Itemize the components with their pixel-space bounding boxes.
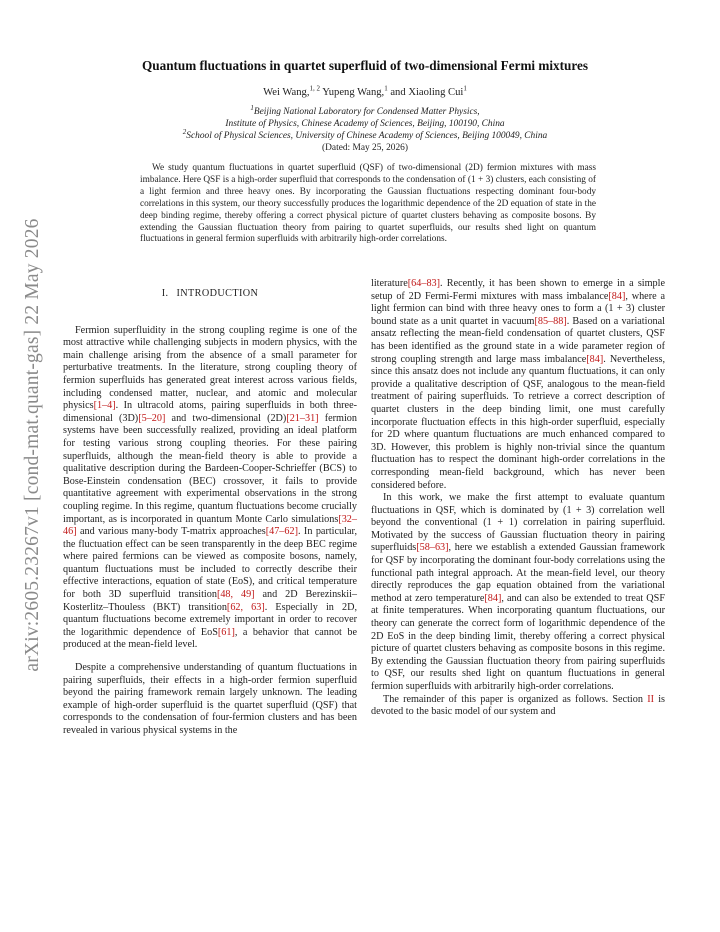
section-heading [63, 288, 357, 301]
arxiv-sidebar [12, 210, 54, 680]
author-affil-mark: 1, 2 [309, 84, 321, 93]
affiliation-1-line-2: Institute of Physics, Chinese Academy of Sciences, Beijing, 100190, China [225, 119, 505, 129]
right-column [371, 278, 665, 719]
citation-link[interactable]: [85–88] [534, 315, 567, 327]
paragraph: In this work, we make the first attempt to evaluate quantum fluctuations in QSF, which is dominated by (1 + 3) correlation well beyond the conventional (1 + 1) correlation in pairing superfluid. Motivated by the success of Gaussian fluctuation theory in pairing superfluids[58–63], here we establish a extended Gaussian framework for QSF by incorporating the dominant four-body correlations using the functional path integral approach. At the mean-field level, our theory directly reproduces the gap equation obtained from the variational method at zero temperature[84], and can also be extended to treat QSF at finite temperatures. When incorporating quantum fluctuations, our theory can generate the correct form of logarithmic dependence of the 2D EoS in the deep binding limit, thereby offering a correct physical picture of quartet clusters behaving as composite bosons in this regime. By extending the Gaussian fluctuation theory from pairing superfluids to QSF, our results shed light on quantum fluctuations in general fermion superfluids with arbitrarily high-order correlations. [371, 492, 665, 692]
section-title: INTRODUCTION [176, 288, 259, 299]
author-name: Wei Wang, [263, 87, 310, 98]
citation-link[interactable]: [64–83] [407, 278, 441, 289]
citation-link[interactable]: [84] [484, 592, 502, 604]
affiliations [60, 103, 670, 154]
citation-link[interactable]: [48, 49] [216, 589, 255, 601]
paragraph: Fermion superfluidity in the strong coupling regime is one of the most attractive while challenging subjects in modern physics, with the main challenge arising from the absence of a small parameter for perturbative treatments. In the literature, strong coupling theory of fermion superfluids has generated great interest across various fields, including condensed matter, nuclear, and atomic and molecular physics[1–4]. In ultracold atoms, pairing superfluids in both three-dimensional (3D)[5–20] and two-dimensional (2D)[21–31] fermion systems have been successfully realized, providing an ideal platform for testing various strong coupling theories. For these pairing superfluids, although the mean-field theory is able to provide a qualitative description during the Bardeen-Cooper-Schrieffer (BCS) to Bose-Einstein condensation (BEC) crossover, it fails to provide quantitative agreement with experimental observations in the strong coupling regime. In this regime, quantum fluctuations become crucially important, as is incorporated in quantum Monte Carlo simulations[32–46] and various many-body T-matrix approaches[47–62]. In particular, the fluctuation effect can be seen transparently in the deep BEC regime where paired fermions can be viewed as composite bosons, namely, quantum fluctuations must be included to correctly describe their effective interactions, equation of state (EoS), and critical temperature for both 3D superfluid transition[48, 49] and 2D Berezinskii–Kosterlitz–Thouless (BKT) transition[62, 63]. Especially in 2D, quantum fluctuations become extremely important in order to recover the logarithmic dependence of EoS[61], a behavior that cannot be produced at the mean-field level. [63, 324, 358, 651]
citation-link[interactable]: [61] [217, 626, 235, 638]
citation-link[interactable]: [58–63] [416, 542, 449, 554]
affil-mark: 1 [250, 103, 254, 112]
citation-link[interactable]: [84] [586, 353, 604, 365]
author-name: Yupeng Wang, [322, 87, 385, 98]
author-conjunction: and [390, 87, 406, 98]
section-number: I. [161, 288, 169, 299]
left-column [63, 278, 357, 738]
citation-link[interactable]: [84] [608, 290, 626, 302]
section-link[interactable]: II [647, 693, 654, 705]
author-affil-mark: 1 [384, 84, 388, 93]
citation-link[interactable]: [47–62] [265, 526, 298, 538]
citation-link[interactable]: [32–46] [63, 513, 357, 538]
dated-line: (Dated: May 25, 2026) [322, 143, 408, 153]
author-affil-mark: 1 [463, 84, 467, 93]
arxiv-identifier: arXiv:2605.23267v1 [cond-mat.quant-gas] 22 May 2026 [22, 218, 43, 672]
citation-link[interactable]: [62, 63] [226, 601, 265, 613]
paragraph: The remainder of this paper is organized as follows. Section II is devoted to the basic model of our system and [371, 693, 666, 718]
citation-link[interactable]: [21–31] [286, 412, 319, 424]
author-list [60, 84, 670, 98]
paragraph: Despite a comprehensive understanding of quantum fluctuations in pairing superfluids, their effects in a high-order fermion superfluid beyond the pairing framework remain largely unknown. The leading example of high-order superfluid is the quartet superfluid (QSF) that corresponds to the condensation of four-fermion clusters and has been revealed in various physical systems in the [63, 662, 357, 736]
citation-link[interactable]: [5–20] [138, 412, 166, 424]
affiliation-2: $^2$School of Physical Sciences, University of Chinese Academy of Sciences, Beijing 100049, China [182, 127, 548, 141]
affil-mark: 2 [182, 127, 187, 136]
paragraph: literature[64–83]. Recently, it has been shown to emerge in a simple setup of 2D Fermi-Fermi mixtures with mass imbalance[84], where a light fermion can bind with three heavy ones to form a (1 + 3) cluster bound state as a unit quartet in vacuum[85–88]. Based on a variational ansatz reflecting the mean-field condensation of quartet clusters, QSF has been identified as the ground state in a wide parameter region of strong coupling strength and large mass imbalance[84]. Nevertheless, since this ansatz does not include any quantum fluctuations, it can only provide a qualitative description of QSF, analogous to the mean-field treatment of pairing superfluids. To retrieve a correct description of quartet clusters in the deep binding limit, one must carefully incorporate fluctuation effects in this high-order superfluid, especially for 2D where quantum fluctuations are much enhanced compared to 3D. However, this problem is highly non-trivial since the quantum fluctuation has to respect the dominant high-order correlations in the corresponding mean-field background, which has never been considered before. [371, 278, 666, 491]
paper-title: Quantum fluctuations in quartet superfluid of two-dimensional Fermi mixtures [142, 58, 588, 73]
citation-link[interactable]: [1–4] [93, 400, 116, 412]
affiliation-1: $^1$Beijing National Laboratory for Condensed Matter Physics, [250, 103, 480, 117]
author-name: Xiaoling Cui [408, 87, 464, 98]
abstract: We study quantum fluctuations in quartet superfluid (QSF) of two-dimensional (2D) fermion mixtures with mass imbalance. Here QSF is a high-order superfluid that corresponds to the condensation of (1 + 3) clusters, each consisting of a light fermion and three heavy ones. By incorporating the Gaussian fluctuations respecting dominant four-body correlations in this system, our theory successfully produces the logarithmic dependence of the 2D equation of state in the deep binding regime, thereby offering a correct physical picture of quartet clusters behaving as composite bosons. By extending the Gaussian fluctuation theory from pairing to quartet superfluids, our results shed light on quantum fluctuations in general fermion superfluids with arbitrarily high-order correlations. [140, 163, 596, 245]
